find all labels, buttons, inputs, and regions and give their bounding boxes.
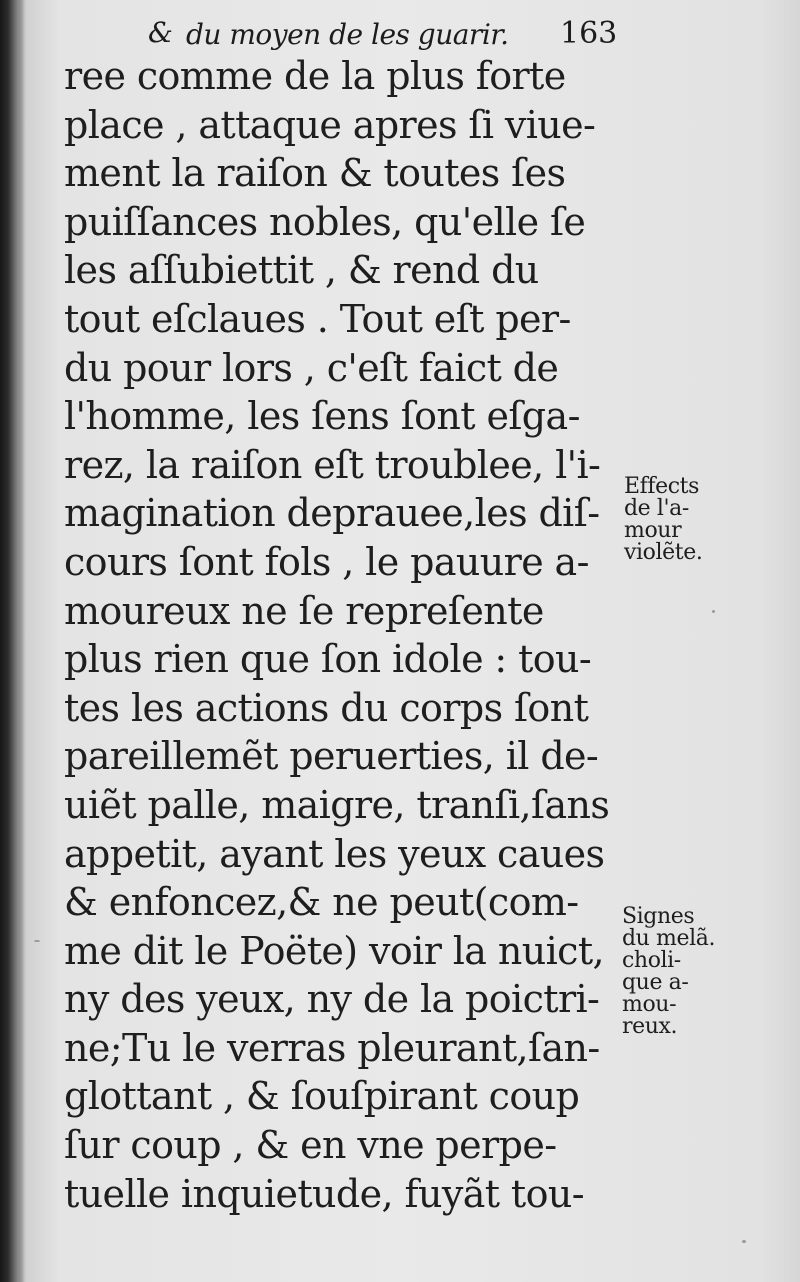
margin-note-line: choli-	[622, 948, 681, 973]
text-line: appetit, ayant les yeux caues	[64, 831, 605, 876]
body-text	[64, 52, 624, 1218]
text-line: tuelle inquietude, fuyãt tou-	[64, 1171, 584, 1216]
text-line: ree comme de la plus forte	[64, 54, 566, 98]
text-line: ſur coup , & en vne perpe-	[64, 1123, 557, 1168]
text-line: ment la raiſon & toutes ſes	[64, 151, 566, 196]
margin-note-line: Signes	[622, 904, 695, 929]
text-line: puiſſances nobles, qu'elle ſe	[64, 199, 586, 244]
margin-note-line: que a-	[622, 970, 689, 995]
text-line: place , attaque apres ſi viue-	[64, 102, 596, 147]
margin-note-effects	[624, 476, 702, 564]
text-line: les aſſubiettit , & rend du	[64, 248, 539, 293]
paper-speck	[34, 940, 40, 942]
margin-note-line: Effects	[624, 474, 700, 499]
text-line: cours ſont fols , le pauure a-	[64, 539, 589, 584]
paper-speck	[742, 1240, 746, 1243]
margin-note-line: reux.	[622, 1014, 678, 1039]
text-line: me dit le Poëte) voir la nuict,	[64, 928, 604, 973]
text-line: l'homme, les ſens ſont eſga-	[64, 394, 580, 439]
header-ampersand: &	[148, 16, 173, 49]
margin-note-line: mour	[624, 518, 682, 543]
paper-speck	[712, 610, 715, 613]
text-line: uiẽt palle, maigre, tranſi,ſans	[64, 782, 610, 827]
text-line: ne;Tu le verras pleurant,ſan-	[64, 1025, 600, 1070]
margin-note-signes	[622, 906, 715, 1038]
text-line: plus rien que ſon idole : tou-	[64, 637, 592, 682]
page-gutter-shadow	[0, 0, 26, 1282]
text-line: du pour lors , c'eſt faict de	[64, 345, 559, 390]
running-title: du moyen de les guarir.	[186, 18, 509, 51]
text-line: pareillemẽt peruerties, il de-	[64, 734, 599, 779]
margin-note-line: violẽte.	[624, 540, 703, 565]
margin-note-line: de l'a-	[624, 496, 689, 521]
text-line: ny des yeux, ny de la poictri-	[64, 977, 600, 1022]
page-number: 163	[560, 16, 618, 51]
text-line: moureux ne ſe repreſente	[64, 588, 544, 633]
text-line: glottant , & ſouſpirant coup	[64, 1074, 580, 1119]
text-line: rez, la raiſon eſt troublee, l'i-	[64, 442, 601, 487]
text-line: magination deprauee,les diſ-	[64, 491, 600, 536]
running-header	[148, 10, 628, 54]
margin-note-line: du melã.	[622, 926, 716, 951]
text-line: tes les actions du corps ſont	[64, 685, 589, 730]
text-line: & enfoncez,& ne peut(com-	[64, 880, 579, 925]
margin-note-line: mou-	[622, 992, 677, 1017]
text-line: tout eſclaues . Tout eſt per-	[64, 296, 571, 341]
